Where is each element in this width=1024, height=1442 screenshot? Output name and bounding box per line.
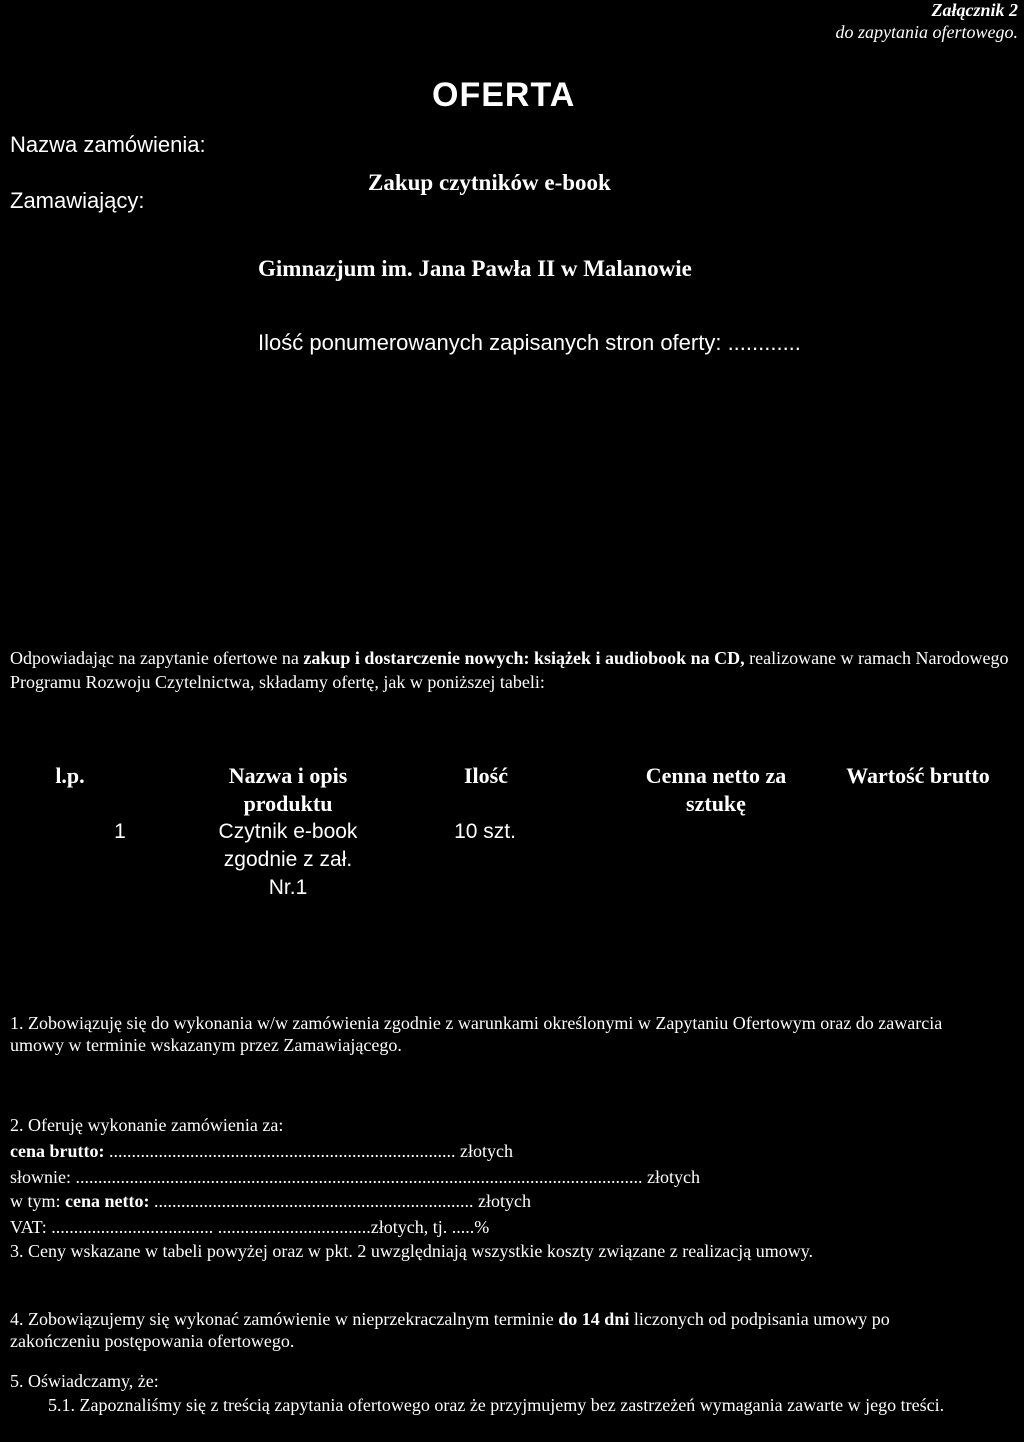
table-header-value: Wartość brutto xyxy=(846,763,990,788)
intro-text-1: Odpowiadając na zapytanie ofertowe na xyxy=(10,648,304,668)
table-header-price-line1: Cenna netto za xyxy=(645,763,787,788)
table-cell-name-line3: Nr.1 xyxy=(268,876,308,899)
attachment-title: Załącznik 2 xyxy=(931,0,1018,20)
point-4 xyxy=(10,1308,970,1352)
gross-price-line xyxy=(10,1140,513,1162)
net-price-line xyxy=(10,1190,531,1212)
client-value: Gimnazjum im. Jana Pawła II w Malanowie xyxy=(258,256,692,281)
order-name-label: Nazwa zamówienia: xyxy=(10,132,206,157)
table-header-price-line2: sztukę xyxy=(686,791,746,816)
client-label: Zamawiający: xyxy=(10,188,145,213)
intro-text-2: realizowane w ramach Narodowego Programu Rozwoju Czytelnictwa, składamy ofertę, jak w poniższej tabeli: xyxy=(10,648,1009,692)
gross-price-dots: ............................................................................. złotych xyxy=(104,1141,513,1161)
table-cell-qty: 10 szt. xyxy=(454,820,516,843)
intro-text-bold: zakup i dostarczenie nowych: książek i audiobook na CD, xyxy=(303,648,745,668)
table-cell-name-line2: zgodnie z zał. xyxy=(223,848,353,871)
table-header-name-line2: produktu xyxy=(243,791,333,816)
vat-line: VAT: .................................... ..................................złotych, tj. .....% xyxy=(10,1217,490,1237)
page-count-field: Ilość ponumerowanych zapisanych stron oferty: ............ xyxy=(258,330,801,355)
point-3: 3. Ceny wskazane w tabeli powyżej oraz w pkt. 2 uwzględniają wszystkie koszty związane z realizacją umowy. xyxy=(10,1241,814,1261)
net-price-dots: ....................................................................... złotych xyxy=(149,1191,531,1211)
gross-price-label: cena brutto: xyxy=(10,1141,105,1161)
table-header-qty: Ilość xyxy=(464,763,508,788)
table-cell-name xyxy=(188,818,388,902)
net-price-label: cena netto: xyxy=(65,1191,150,1211)
point-4-deadline: do 14 dni xyxy=(558,1309,630,1329)
table-cell-name-line1: Czytnik e-book xyxy=(218,820,358,843)
table-header-name-line1: Nazwa i opis xyxy=(228,763,348,788)
point-4-text-2: liczonych od podpisania umowy po zakończeniu postępowania ofertowego. xyxy=(10,1309,890,1351)
words-line: słownie: .............................................................................................................................. złotych xyxy=(10,1167,700,1187)
net-price-prefix: w tym: xyxy=(10,1191,66,1211)
point-5-1: 5.1. Zapoznaliśmy się z treścią zapytania ofertowego oraz że przyjmujemy bez zastrzeżeń wymagania zawarte w jego treści. xyxy=(48,1395,945,1415)
table-header-price xyxy=(618,762,814,818)
point-1: 1. Zobowiązuję się do wykonania w/w zamówienia zgodnie z warunkami określonymi w Zapytaniu Ofertowym oraz do zawarcia umowy w terminie wskazanym przez Zamawiającego. xyxy=(10,1013,943,1055)
attachment-subtitle: do zapytania ofertowego. xyxy=(835,22,1018,42)
point-4-text-1: 4. Zobowiązujemy się wykonać zamówienie w nieprzekraczalnym terminie xyxy=(10,1309,559,1329)
point-2-title: 2. Oferuję wykonanie zamówienia za: xyxy=(10,1115,284,1135)
intro-paragraph xyxy=(10,646,1014,694)
table-header-name xyxy=(198,762,378,818)
order-name-value: Zakup czytników e-book xyxy=(368,170,611,195)
table-header-lp: l.p. xyxy=(55,763,85,788)
document-title: OFERTA xyxy=(432,76,576,114)
table-cell-lp: 1 xyxy=(114,820,126,843)
point-5: 5. Oświadczamy, że: xyxy=(10,1371,159,1391)
